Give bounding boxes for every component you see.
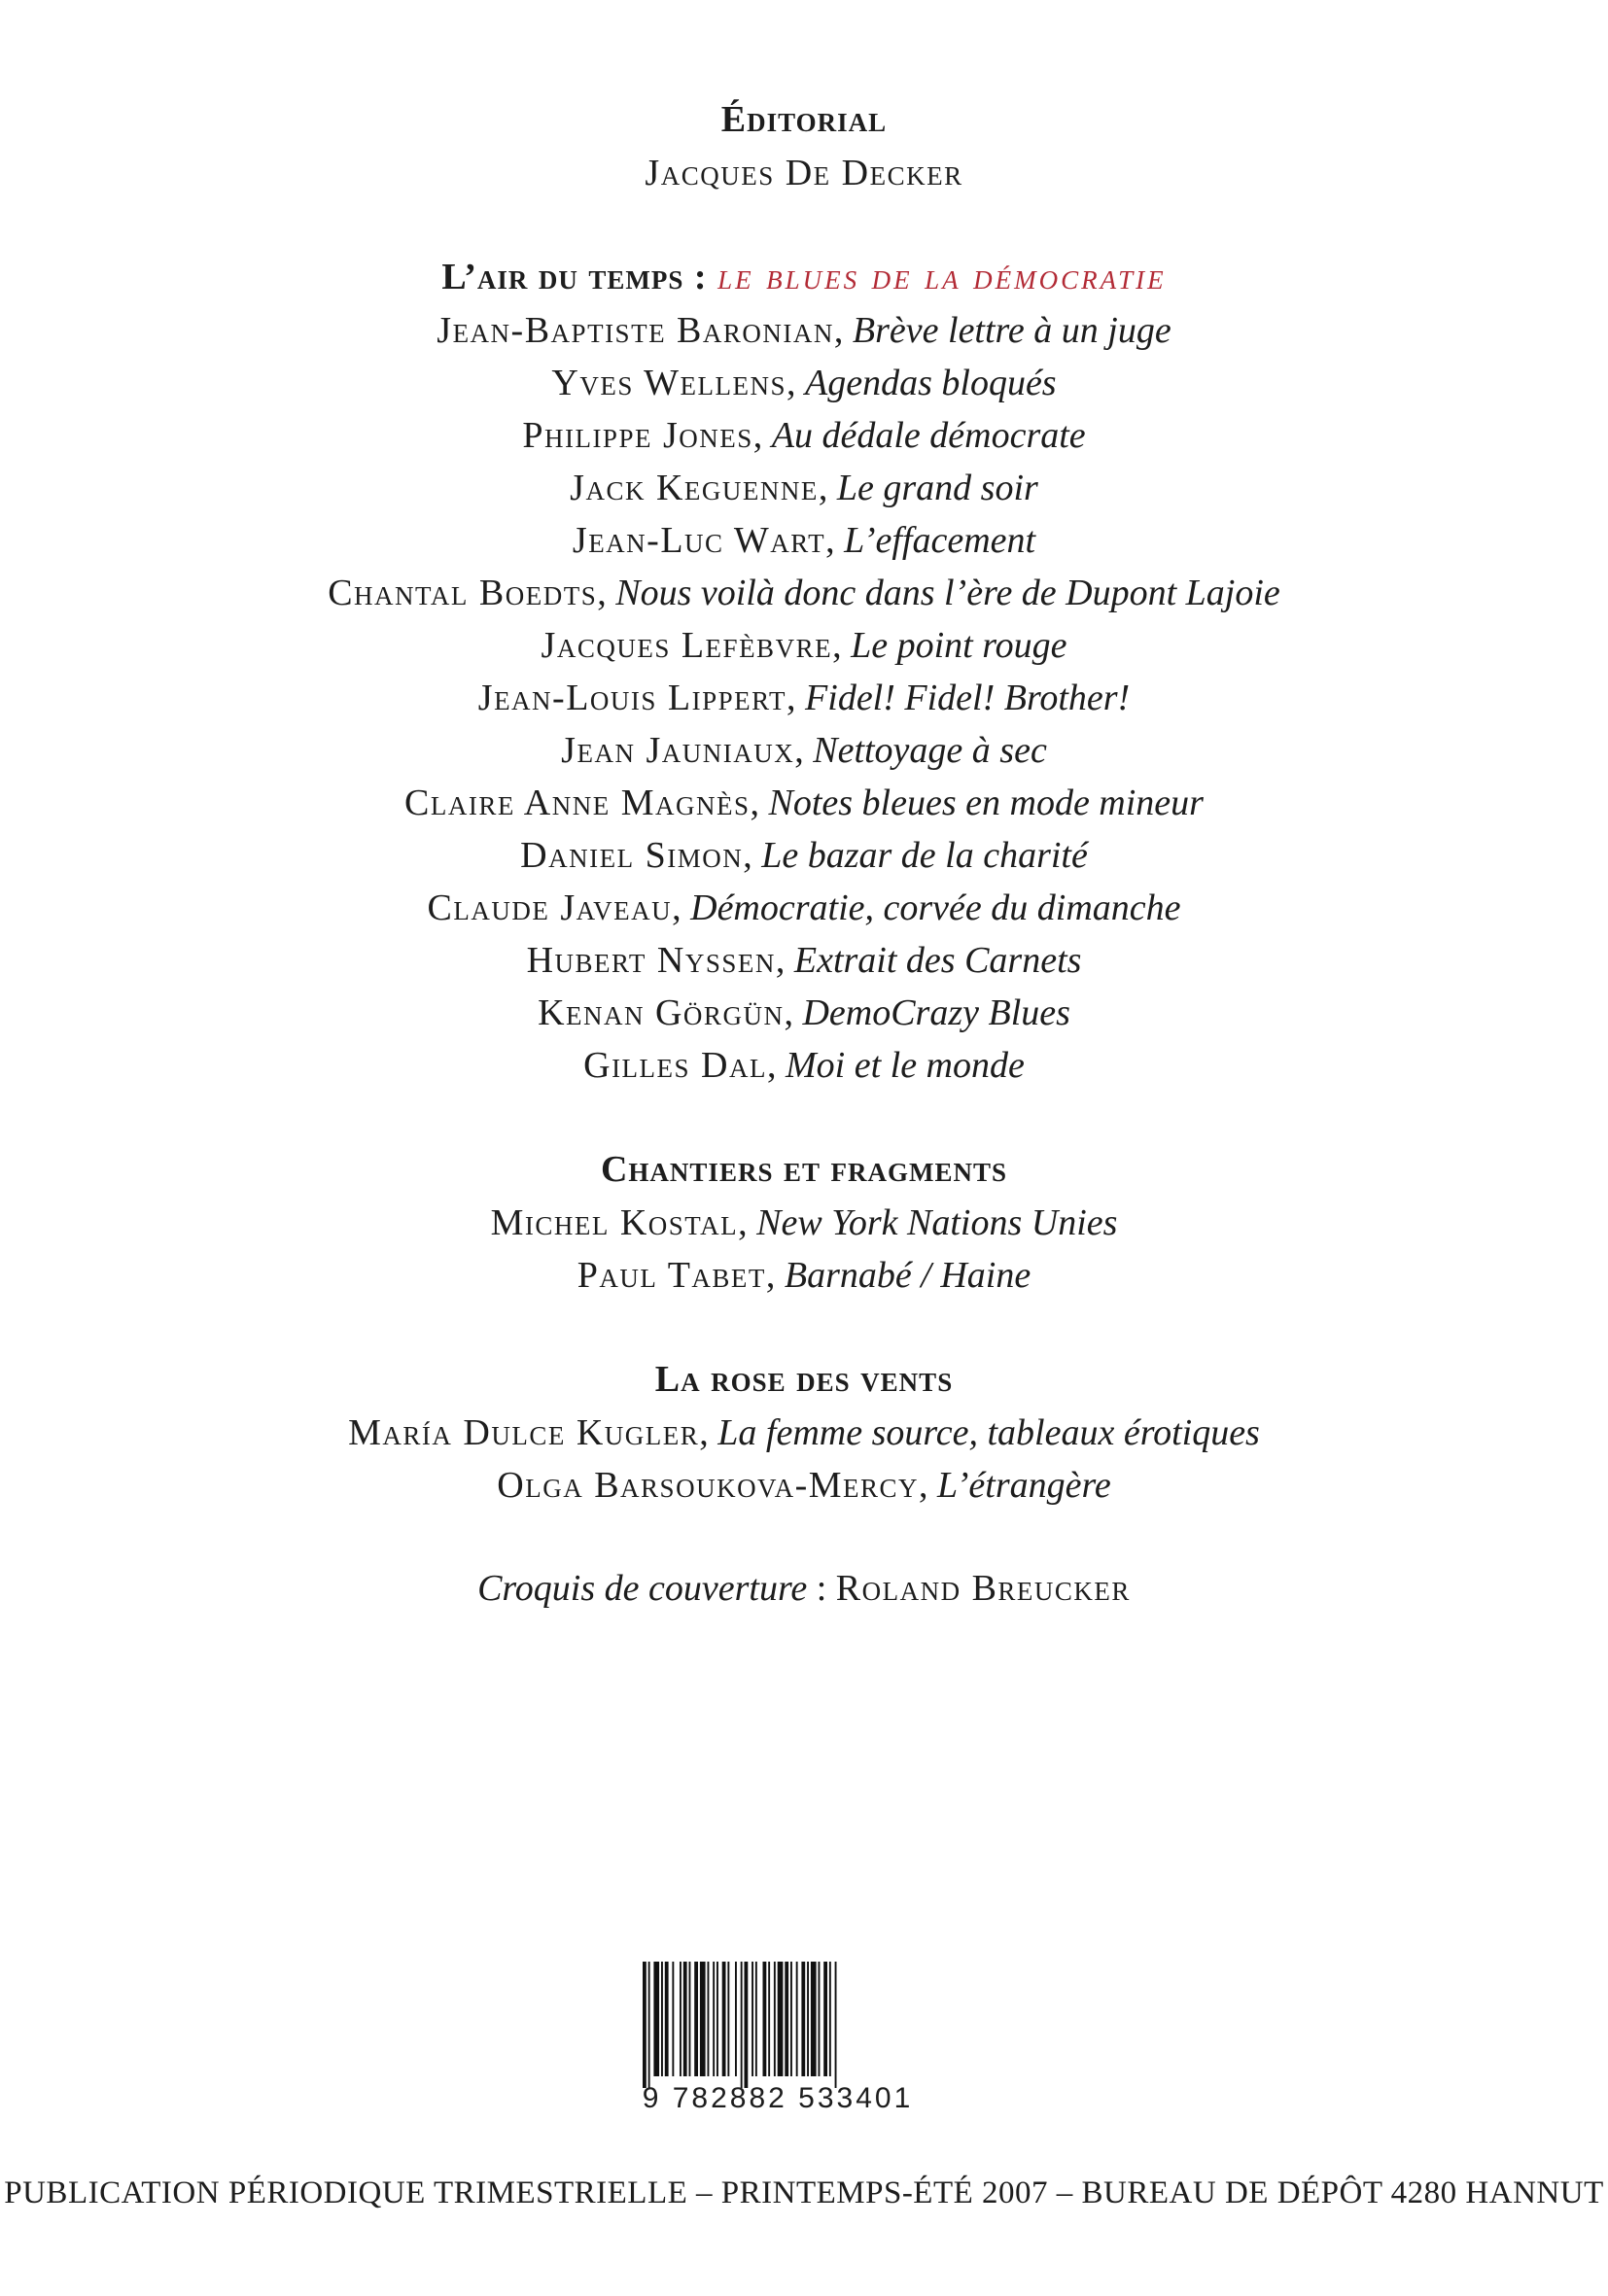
barcode-bar [700,1962,706,2076]
toc-entry: Jean-Baptiste Baronian, Brève lettre à un juge [437,310,1171,351]
barcode-bar [829,1962,831,2076]
entry-author: Hubert Nyssen [526,940,776,981]
toc-entry: Kenan Görgün, DemoCrazy Blues [538,992,1070,1033]
barcode-bar [661,1962,663,2076]
entry-title: Le bazar de la charité [761,835,1088,876]
entry-author: Jacques Lefèbvre [541,625,833,666]
credit-label: Croquis de couverture [477,1568,808,1609]
section-heading-label: L’air du temps : [441,257,708,297]
toc-entry: Claire Anne Magnès, Notes bleues en mode mineur [404,783,1204,823]
barcode-bar [785,1962,788,2076]
barcode-bar [811,1962,817,2076]
section-heading: Chantiers et fragments [600,1149,1007,1190]
entry-author: Chantal Boedts [328,573,598,613]
toc-entry: Chantal Boedts, Nous voilà donc dans l’ère de Dupont Lajoie [328,573,1280,613]
entry-author: Jean Jauniaux [561,730,795,771]
toc-entry: Daniel Simon, Le bazar de la charité [520,835,1088,876]
entry-author: Jean-Louis Lippert [477,678,787,718]
entry-author: Claire Anne Magnès [404,783,751,823]
toc-entry: Hubert Nyssen, Extrait des Carnets [526,940,1082,981]
toc-entry [0,147,1608,199]
entry-author: Jean-Luc Wart [572,520,826,561]
entry-author: Claude Javeau [427,887,673,928]
barcode-bar [823,1962,827,2076]
barcode-bar [708,1962,710,2076]
barcode-bar [790,1962,792,2076]
barcode-bar [778,1962,784,2076]
credit-name: Roland Breucker [835,1568,1131,1609]
entry-title: New York Nations Unies [756,1202,1118,1243]
entry-author: Daniel Simon [520,835,744,876]
barcode-bars [617,1962,938,2088]
barcode-bar [713,1962,715,2076]
entry-author: Jacques De Decker [645,153,963,193]
isbn-number: 9 782882 533401 [642,2082,914,2114]
toc-entry: Olga Barsoukova-Mercy, L’étrangère [497,1465,1111,1506]
section-air-du-temps [0,250,1608,1092]
barcode-bar [801,1962,805,2076]
publication-footer: PUBLICATION PÉRIODIQUE TRIMESTRIELLE – PRINTEMPS-ÉTÉ 2007 – BUREAU DE DÉPÔT 4280 HANNUT [4,2175,1604,2210]
barcode-bar [727,1962,729,2076]
barcode-bar [796,1962,798,2076]
toc-entry: Jack Keguenne, Le grand soir [570,468,1038,508]
section-heading: Éditorial [720,99,888,140]
entry-title: Au dédale démocrate [771,415,1086,456]
barcode-bar [807,1962,809,2076]
entry-title: Le point rouge [851,625,1067,666]
entry-title: Brève lettre à un juge [852,310,1171,351]
toc-entry: Claude Javeau, Démocratie, corvée du dimanche [427,887,1181,928]
toc-entry: Gilles Dal, Moi et le monde [583,1045,1025,1086]
toc-entry: Jean-Luc Wart, L’effacement [572,520,1036,561]
entry-title: Extrait des Carnets [793,940,1082,981]
cover-credit: Croquis de couverture : Roland Breucker [477,1568,1131,1609]
barcode-bar [755,1962,757,2076]
entry-title: Moi et le monde [786,1045,1025,1086]
section-chantiers-et-fragments [0,1142,1608,1302]
barcode-bar [643,1962,647,2088]
entry-title: DemoCrazy Blues [802,992,1070,1033]
entry-title: Fidel! Fidel! Brother! [805,678,1131,718]
barcode-bar [768,1962,770,2076]
barcode-bar [774,1962,776,2076]
entry-title: L’étrangère [937,1465,1111,1506]
entry-author: Yves Wellens [551,363,787,403]
toc-entry: María Dulce Kugler, La femme source, tableaux érotiques [348,1412,1260,1453]
toc-entry: Jacques Lefèbvre, Le point rouge [541,625,1067,666]
entry-title: Agendas bloqués [805,363,1057,403]
entry-title: La femme source, tableaux érotiques [717,1412,1260,1453]
toc-entry: Jean-Louis Lippert, Fidel! Fidel! Brother! [477,678,1131,718]
barcode-bar [741,1962,743,2088]
barcode-bar [819,1962,821,2076]
toc-entry: Yves Wellens, Agendas bloqués [551,363,1057,403]
barcode-bar [745,1962,749,2088]
barcode-bar [680,1962,682,2076]
entry-title: Le grand soir [836,468,1038,508]
barcode-bar [722,1962,726,2076]
toc-entry: Michel Kostal, New York Nations Unies [490,1202,1118,1243]
entry-author: Jean-Baptiste Baronian [437,310,834,351]
entry-author: Kenan Görgün [538,992,785,1033]
entry-title: Barnabé / Haine [784,1255,1031,1296]
entry-author: María Dulce Kugler [348,1412,700,1453]
entry-author: Paul Tabet [577,1255,766,1296]
barcode-bar [653,1962,659,2076]
barcode-bar [665,1962,669,2076]
barcode-bar [735,1962,737,2076]
entry-author: Olga Barsoukova-Mercy [497,1465,920,1506]
entry-title: L’effacement [844,520,1036,561]
section-subtitle: le blues de la démocratie [717,257,1167,297]
toc-entry: Philippe Jones, Au dédale démocrate [522,415,1086,456]
barcode-bar [648,1962,650,2088]
barcode-bar [689,1962,691,2076]
section-rose-des-vents [0,1352,1608,1512]
section-editorial [0,92,1608,199]
entry-author: Michel Kostal [490,1202,739,1243]
entry-title: Notes bleues en mode mineur [768,783,1204,823]
entry-author: Philippe Jones [522,415,753,456]
table-of-contents [0,92,1608,1615]
entry-author: Jack Keguenne [570,468,819,508]
entry-title: Nous voilà donc dans l’ère de Dupont Lajoie [615,573,1280,613]
entry-title: Démocratie, corvée du dimanche [690,887,1181,928]
section-heading [0,250,1608,304]
barcode-bar [717,1962,718,2076]
entry-author: Gilles Dal [583,1045,767,1086]
barcode-bar [763,1962,767,2076]
barcode-bar [672,1962,674,2076]
barcode-bar [694,1962,698,2076]
barcode-bar [835,1962,837,2088]
barcode-bar [752,1962,753,2076]
toc-entry: Jean Jauniaux, Nettoyage à sec [561,730,1047,771]
toc-entry: Paul Tabet, Barnabé / Haine [577,1255,1031,1296]
entry-title: Nettoyage à sec [813,730,1047,771]
section-heading: La rose des vents [654,1359,954,1400]
barcode-bar [683,1962,687,2076]
